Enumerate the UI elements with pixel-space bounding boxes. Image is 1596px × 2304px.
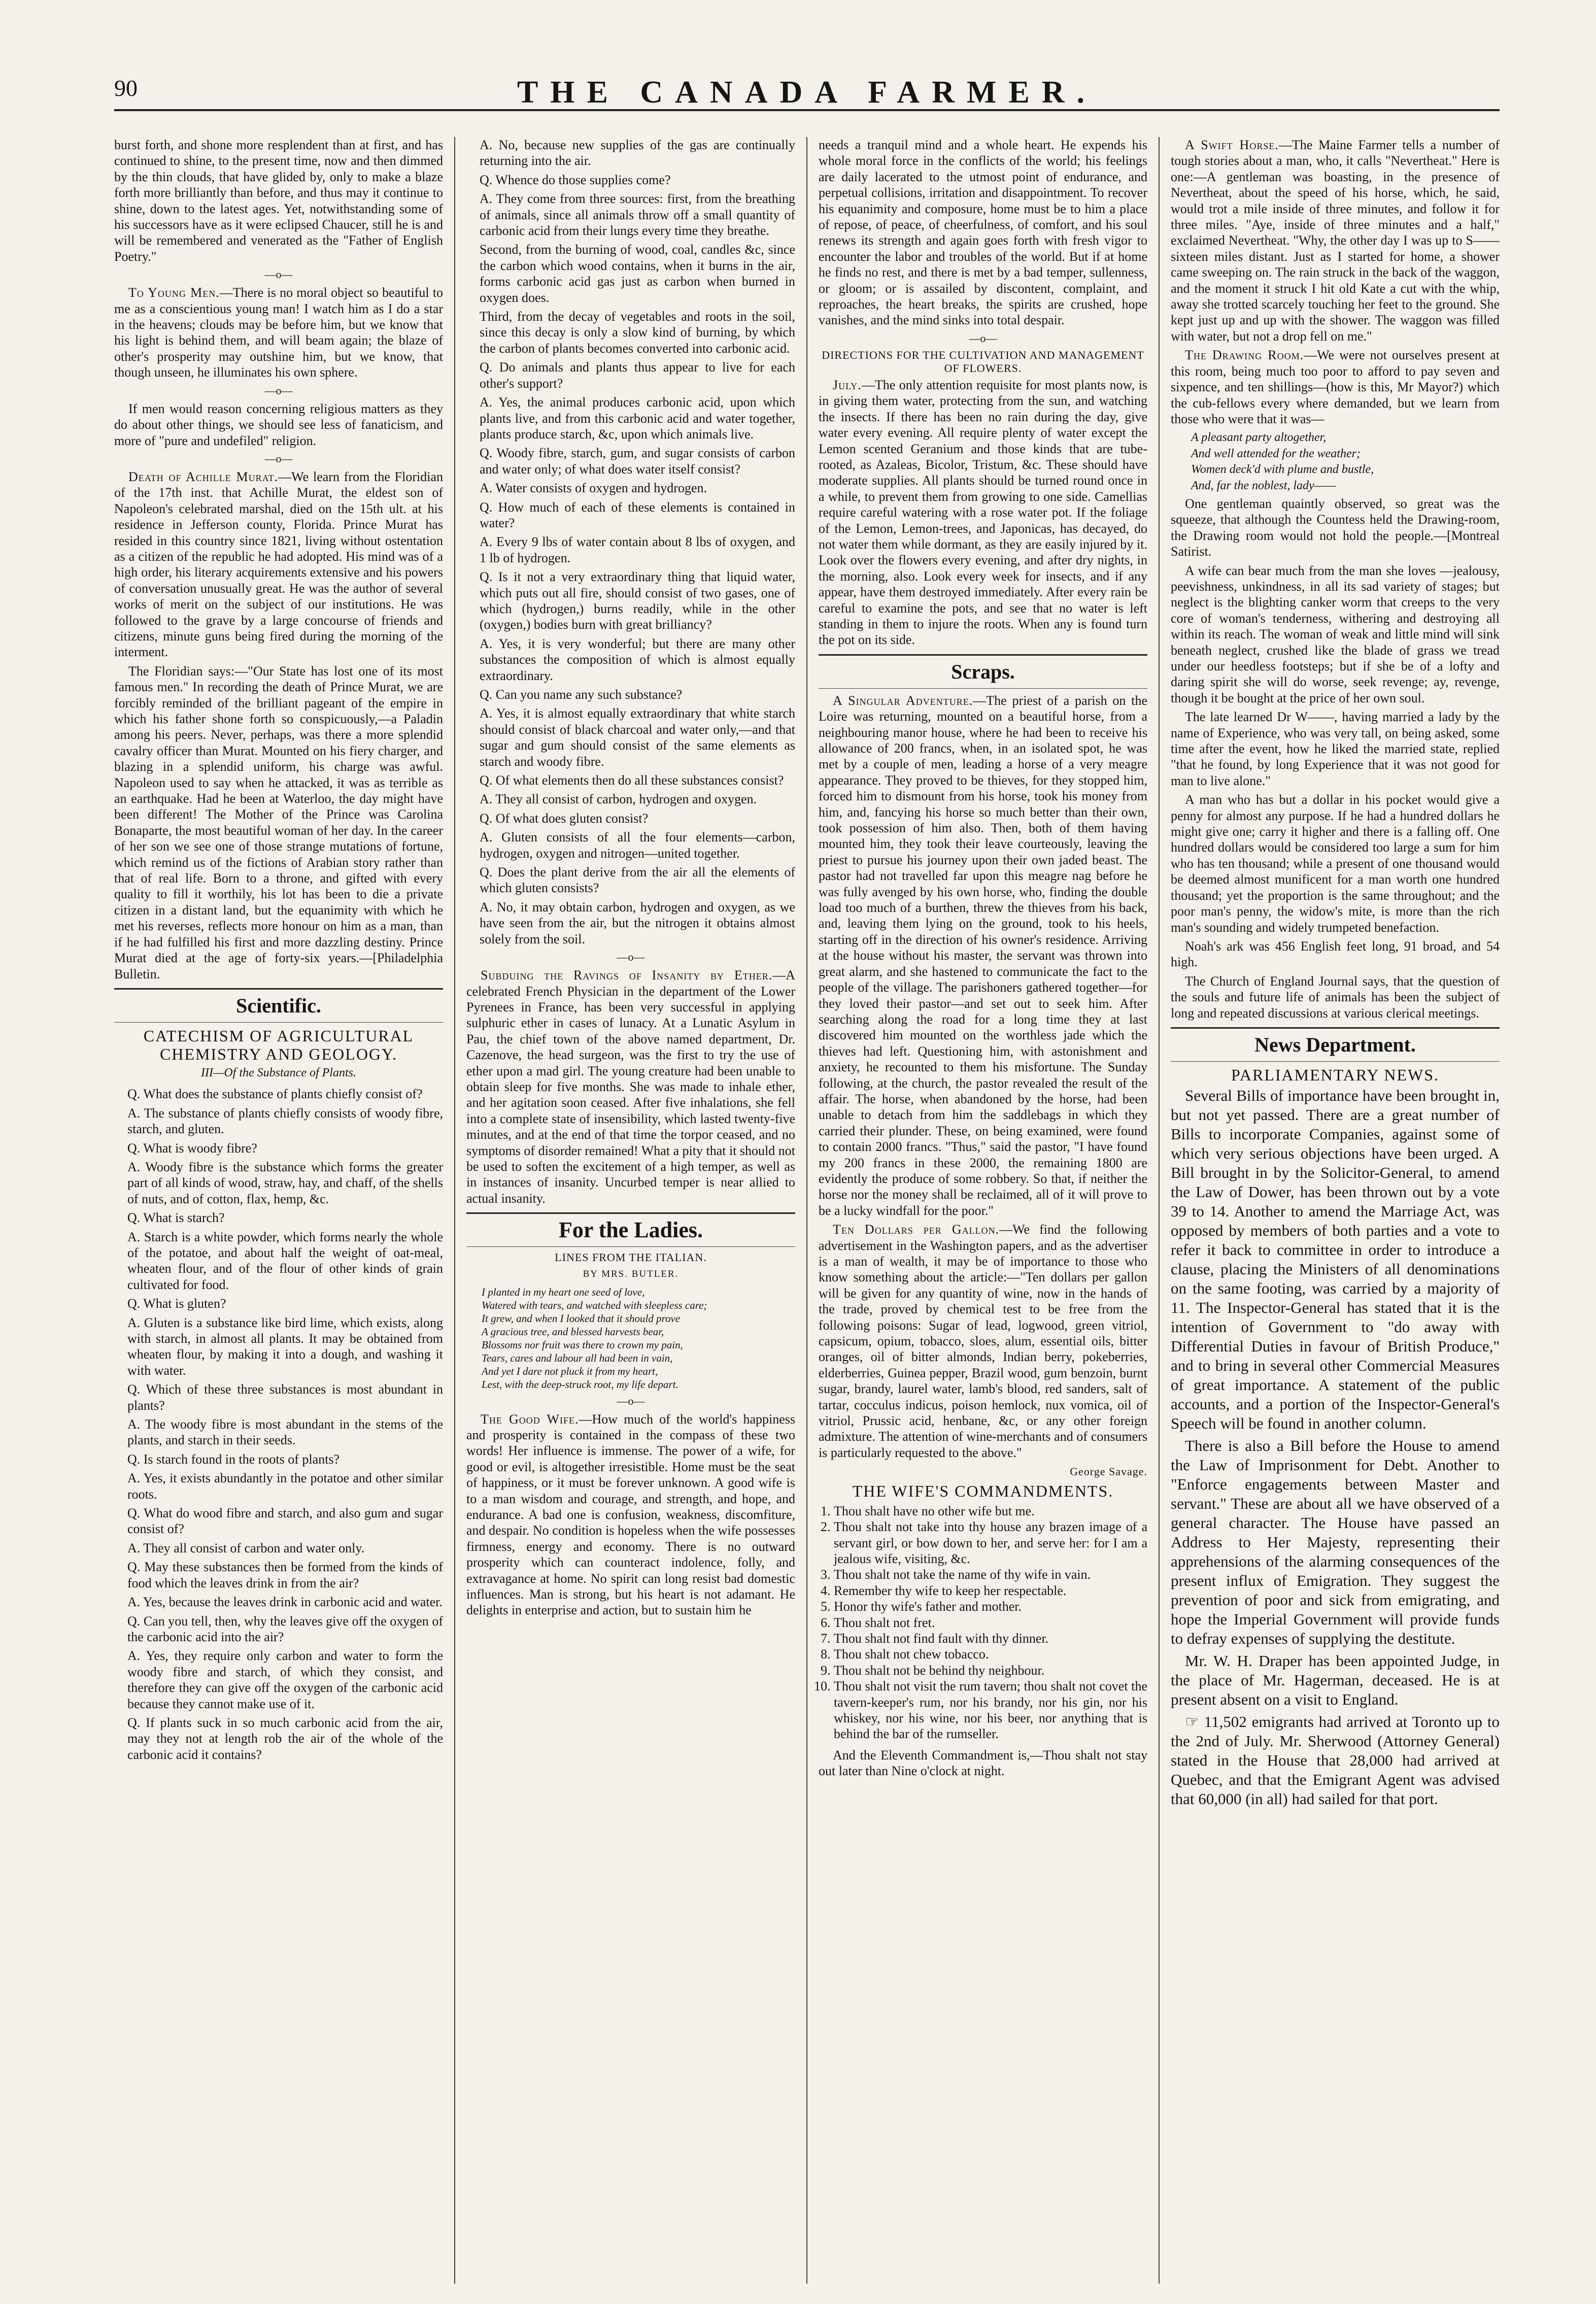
- ark-paragraph: Noah's ark was 456 English feet long, 91 broad, and 54 high.: [1171, 938, 1500, 970]
- qa-item: A. Yes, it is almost equally extraordinary that white starch should consist of black charcoal and water only,—and that sugar and gum should consist of the same elements as starch and woody fibre.: [480, 706, 795, 769]
- qa-item: Second, from the burning of wood, coal, candles &c, since the carbon which wood contains, when it burns in the air, forms carbonic acid gas just as carbon when burned in oxygen does.: [480, 242, 795, 305]
- young-men-title: To Young Men.: [128, 285, 220, 300]
- insanity-title: Subduing the Ravings of Insanity by Ether.: [481, 968, 773, 983]
- separator: —o—: [969, 331, 997, 345]
- poem-line: A gracious tree, and blessed harvests bear,: [482, 1325, 664, 1338]
- news-heading: News Department.: [1254, 1033, 1416, 1056]
- gentleman-paragraph: One gentleman quaintly observed, so great was the squeeze, that although the Countess held the Drawing-room, the Drawing room would not hold the people.—[Montreal Satirist.: [1171, 496, 1500, 559]
- commandment-item: 9. Thou shalt not be behind thy neighbour.: [834, 1663, 1147, 1678]
- young-men-article: [114, 285, 443, 380]
- commandment-item: 5. Honor thy wife's father and mother.: [834, 1599, 1147, 1614]
- section-rule: [466, 1212, 795, 1214]
- murat-article: [114, 469, 443, 660]
- qa-item: Q. What is starch?: [127, 1210, 225, 1226]
- experience-paragraph: The late learned Dr W——, having married a lady by the name of Experience, who was very tall, on being asked, some time after the event, how he liked the married state, replied "that he found, by long Experience that it was not good for man to live alone.": [1171, 709, 1500, 788]
- poem-line: Blossoms nor fruit was there to crown my pain,: [482, 1338, 683, 1351]
- poem-line: Watered with tears, and watched with sleepless care;: [482, 1299, 707, 1311]
- catechism-subtitle: III—Of the Substance of Plants.: [201, 1066, 356, 1079]
- qa-item: A. Yes, it is very wonderful; but there are many other substances the composition of which is almost equally extraordinary.: [480, 636, 795, 683]
- section-rule: [1171, 1027, 1500, 1029]
- scientific-heading: Scientific.: [236, 994, 321, 1017]
- murat-article-continued: The Floridian says:—"Our State has lost one of its most famous men." In recording the death of Prince Murat, we are forcibly reminded of the brilliant pageant of the empire in which his father shone forth so conspicuously,—a Paladin among his peers. Never, perhaps, was there a more splendid cavalry officer than Murat. Mounted on his fiery charger, and blazing in a splendid uniform, his charge was awful. Napoleon used to say when he attacked, it was as terrible as an earthquake. Had he been at Waterloo, the day might have been different! The Mother of the Prince was Carolina Bonaparte, the most beautiful woman of her day. In the career of her son we see one of those strange mutations of fortune, which remind us of the fictions of Arabian story rather than that of real life. Born to a throne, and gifted with every quality to fill it worthily, his lot has been to die a private citizen in a distant land, but the equanimity with which he met his reverses, reflects more honour on him as a man, than if he had fulfilled his first and more dazzling destiny. Prince Murat died at the age of forty-six years.—[Philadelphia Bulletin.: [114, 663, 443, 981]
- commandments-list: [819, 1503, 1147, 1742]
- poem-line: It grew, and when I looked that it should prove: [482, 1312, 681, 1325]
- adventure-article: [819, 693, 1147, 1218]
- rule: [819, 688, 1147, 689]
- poem-line: Lest, with the deep-struck root, my life depart.: [482, 1378, 678, 1391]
- flowers-title: DIRECTIONS FOR THE CULTIVATION AND MANAGEMENT OF FLOWERS.: [822, 348, 1144, 375]
- dollars-signature: George Savage.: [1070, 1465, 1147, 1478]
- insanity-article: [466, 967, 795, 1206]
- poem-author: BY MRS. BUTLER.: [583, 1269, 679, 1280]
- commandment-item: 10. Thou shalt not visit the rum tavern; thou shalt not covet the tavern-keeper's rum, nor his brandy, nor his gin, nor his whiskey, nor his wine, nor his beer, nor anything that is behind the bar of the rumseller.: [834, 1678, 1147, 1742]
- qa-item: Q. If plants suck in so much carbonic acid from the air, may they not at length rob the air of the whole of the carbonic acid it contains?: [127, 1715, 443, 1762]
- qa-item: A. Yes, it exists abundantly in the potatoe and other similar roots.: [127, 1471, 443, 1502]
- commandment-item: 7. Thou shalt not find fault with thy dinner.: [834, 1631, 1147, 1646]
- wife-love-paragraph: A wife can bear much from the man she loves —jealousy, peevishness, unkindness, in all its sad variety of stages; but neglect is the blighting canker worm that creeps to the very core of woman's tenderness, withering and destroying all within its reach. The woman of weak and little mind will sink beneath neglect, crushed like the blade of grass we tread under our heedless footsteps; but if she be of a lofty and daring spirit she will do worse, seek revenge; ay, revenge, though it be bought at the price of her own soul.: [1171, 563, 1500, 705]
- swift-horse-text: —The Maine Farmer tells a number of tough stories about a man, who, it calls "Nevertheat." Here is one:—A gentleman was boasting, in the presence of Nevertheat, about the speed of his horse, which, he said, would trot a mile inside of three minutes, and follow it for three miles. "Aye, inside of three minutes and a half," exclaimed Nevertheat. "Why, the other day I was up to S—— sixteen miles distant. Just as I started for home, a shower came sweeping on. The rain struck in the back of the waggon, and the moment it struck I hit old Kate a cut with the whip, away she trotted scarcely touching her feet to the ground. She kept just up and up with the shower. The waggon was filled with water, but not a drop fell on me.": [1171, 138, 1500, 344]
- qa-item: A. Yes, they require only carbon and water to form the woody fibre and starch, of which they consist, and therefore they can give off the oxygen of the carbonic acid because they cannot make use of it.: [127, 1648, 443, 1711]
- good-wife-title: The Good Wife.: [481, 1411, 579, 1427]
- catechism-qa-list: [114, 1086, 443, 1763]
- religion-paragraph: If men would reason concerning religious matters as they do about other things, we should see less of fanaticism, and more of "pure and undefiled" religion.: [114, 401, 443, 448]
- separator: —o—: [264, 268, 293, 281]
- qa-item: Q. What does the substance of plants chiefly consist of?: [127, 1087, 423, 1102]
- qa-item: Q. What is gluten?: [127, 1296, 226, 1311]
- qa-item: A. Yes, because the leaves drink in carbonic acid and water.: [127, 1595, 443, 1610]
- parliamentary-title: PARLIAMENTARY NEWS.: [1231, 1065, 1439, 1084]
- qa-item: A. Gluten consists of all the four elements—carbon, hydrogen, oxygen and nitrogen—united together.: [480, 830, 795, 861]
- good-wife-text: —How much of the world's happiness and prosperity is contained in the compass of these two words! Her influence is immense. The power of a wife, for good or evil, is altogether irresistible. Home must be the seat of happiness, or it must be forever unknown. A good wife is to a man wisdom and courage, and strength, and hope, and endurance. A bad one is confusion, weakness, discomfiture, and despair. No condition is hopeless when the wife possesses firmness, energy and economy. There is no outward prosperity which can counteract indolence, folly, and extravagance at home. No spirit can long resist bad domestic influences. Man is strong, but his heart is not adamant. He delights in enterprise and action, but to sustain him he: [466, 1411, 795, 1618]
- poem-title: LINES FROM THE ITALIAN.: [555, 1251, 707, 1264]
- drawing-room-article: [1171, 347, 1500, 427]
- qa-item: Q. Can you name any such substance?: [480, 687, 683, 702]
- dollars-article: [819, 1222, 1147, 1461]
- commandments-title: THE WIFE'S COMMANDMENTS.: [852, 1481, 1114, 1500]
- commandment-item: 3. Thou shalt not take the name of thy wife in vain.: [834, 1567, 1147, 1582]
- commandment-item: 8. Thou shalt not chew tobacco.: [834, 1646, 1147, 1662]
- eleventh-commandment: And the Eleventh Commandment is,—Thou shalt not stay out later than Nine o'clock at night.: [819, 1747, 1147, 1779]
- insanity-text: —A celebrated French Physician in the department of the Lower Pyrenees in France, has been very successful in applying sulphuric ether in cases of lunacy. At a Lunatic Asylum in Pau, the chief town of the above named department, Dr. Cazenove, the head surgeon, was the first to try the use of ether upon a mad girl. The young creature had been unable to obtain sleep for five months. She was made to inhale ether, and her agitation soon ceased. After five inhalations, she fell into a complete state of insensibility, which lasted twenty-five minutes, and at the end of that time the torpor ceased, and no symptoms of disorder remained! What a pity that it should not be used to soften the excitement of a high temper, as well as in instances of insanity. Uncurbed temper is near allied to actual insanity.: [466, 968, 795, 1206]
- qa-item: A. Water consists of oxygen and hydrogen.: [480, 481, 707, 496]
- separator: —o—: [617, 1394, 645, 1407]
- page-number: 90: [114, 75, 138, 101]
- poem-line: And yet I dare not pluck it from my heart,: [482, 1365, 658, 1377]
- good-wife-article: [466, 1411, 795, 1618]
- qa-item: Q. Of what elements then do all these substances consist?: [480, 773, 784, 788]
- column-2: [454, 137, 806, 2284]
- drawing-room-title: The Drawing Room.: [1185, 348, 1304, 363]
- column-1: [114, 137, 454, 2284]
- catechism-title: CATECHISM OF AGRICULTURAL CHEMISTRY AND GEOLOGY.: [143, 1026, 414, 1063]
- emigrants-paragraph: ☞ 11,502 emigrants had arrived at Toronto up to the 2nd of July. Mr. Sherwood (Attorney General) stated in the House that 28,000 had arrived at Quebec, and that the Emigrant Agent was advised that 60,000 (in all) had sailed for that port.: [1171, 1712, 1500, 1808]
- parliamentary-text: Several Bills of importance have been brought in, but not yet passed. There are a great number of Bills to incorporate Companies, against some of which very serious objections have been urged. A Bill brought in by the Solicitor-General, to amend the Law of Dower, has been thrown out by a vote 39 to 14. Another to amend the Marriage Act, was opposed by members of both parties and a vote to refer it back to committee in order to introduce a clause, placing the Ministers of all denominations on the same footing, was carried by a majority of 11. The Inspector-General has stated that it is the intention of Government to "do away with Differential Duties in favour of British Produce," and to bring in several other Commercial Measures of great importance. A statement of the public accounts, and a portion of the Inspector-General's Speech will be found in another column.: [1171, 1086, 1500, 1432]
- parliamentary-text-2: There is also a Bill before the House to amend the Law of Imprisonment for Debt. Another to "Enforce engagements between Master and servant." These are about all we have observed of a general character. The House have passed an Address to Her Majesty, representing their apprehensions of the alarming consequences of the present influx of Emigration. They suggest the prevention of poor and sick from emigrating, and hope the Imperial Government will provide funds to defray expenses of supplying the destitute.: [1171, 1436, 1500, 1647]
- scraps-heading: Scraps.: [951, 660, 1015, 683]
- qa-item: A. Starch is a white powder, which forms nearly the whole of the potatoe, and about half the weight of oat-meal, wheaten flour, and of the flour of other kinds of grain cultivated for food.: [127, 1229, 443, 1292]
- poem-line: Tears, cares and labour all had been in vain,: [482, 1351, 673, 1364]
- murat-text: —We learn from the Floridian of the 17th inst. that Achille Murat, the eldest son of Napoleon's celebrated marshal, died on the 15th ult. at his residence in Jefferson county, Florida. Prince Murat has resided in this country since 1821, living without ostentation as a citizen of the republic he had adopted. His mind was of a high order, his literary acquirements extensive and his powers of conversation unusually great. He was the author of several works of merit on the subject of our institutions. He was followed to the grave by a large concourse of friends and citizens, minute guns being fired during the morning of the interment.: [114, 469, 444, 660]
- drawing-room-text: —We were not ourselves present at this room, being much too poor to afford to pay seven and sixpence, and ten shillings—(how is this, Mr Mayor?) which the cub-fellows every where demanded, but we learn from those who were that it was—: [1171, 348, 1500, 426]
- qa-item: Q. May these substances then be formed from the kinds of food which the leaves drink in from the air?: [127, 1560, 443, 1590]
- section-rule: [819, 654, 1147, 656]
- qa-item: Q. Woody fibre, starch, gum, and sugar consists of carbon and water only; of what does water itself consist?: [480, 446, 795, 477]
- dollars-title: Ten Dollars per Gallon.: [833, 1222, 1000, 1237]
- separator: —o—: [264, 384, 293, 397]
- qa-item: Third, from the decay of vegetables and roots in the soil, since this decay is only a slow kind of burning, by which the carbon of plants becomes converted into carbonic acid.: [480, 309, 795, 356]
- qa-item: Q. Do animals and plants thus appear to live for each other's support?: [480, 360, 795, 391]
- verse-line: And, far the noblest, lady——: [1191, 479, 1336, 492]
- column-4: [1159, 137, 1500, 2284]
- verse-line: Women deck'd with plume and bustle,: [1191, 463, 1374, 477]
- commandment-item: 6. Thou shalt not fret.: [834, 1615, 1147, 1631]
- qa-item: Q. Is starch found in the roots of plants?: [127, 1451, 340, 1467]
- poem-line: I planted in my heart one seed of love,: [482, 1285, 645, 1298]
- masthead: [114, 0, 1500, 111]
- qa-item: A. No, because new supplies of the gas are continually returning into the air.: [480, 138, 795, 168]
- qa-item: Q. Which of these three substances is most abundant in plants?: [127, 1382, 443, 1413]
- church-paragraph: The Church of England Journal says, that the question of the souls and future life of animals has been the subject of long and repeated discussions at various clerical meetings.: [1171, 973, 1500, 1021]
- dollar-paragraph: A man who has but a dollar in his pocket would give a penny for almost any purpose. If he had a hundred dollars he might give one; carry it higher and there is a falling off. One hundred dollars would be considered too large a sum for him who has ten thousand; while a present of one thousand would be deemed almost munificent for a man worth one hundred thousand; yet the proportion is the same throughout; and the poor man's penny, the widow's mite, is more than the rich man's sounding and widely trumpeted benefaction.: [1171, 792, 1500, 935]
- qa-item: A. The substance of plants chiefly consists of woody fibre, starch, and gluten.: [127, 1105, 443, 1137]
- rule: [466, 1246, 795, 1247]
- qa-item: A. No, it may obtain carbon, hydrogen and oxygen, as we have seen from the air, but the nitrogen it obtains almost solely from the soil.: [480, 899, 795, 946]
- rule: [1171, 1061, 1500, 1062]
- flowers-text: —The only attention requisite for most plants now, is in giving them water, protecting from the sun, and watching the insects. If there has been no rain during the day, give water every evening. All require plenty of water except the Lemon scented Geranium and those kinds that are tube-rooted, as Azaleas, Bicolor, Tristum, &c. These should have moderate supplies. All plants should be turned round once in a while, to prevent them from growing to one side. Camellias require careful watering with a rose water pot. If the foliage of the Lemon, Lemon-trees, and Japonicas, has decayed, do not water them while dormant, as they are easily injured by it. Look over the flowers every evening, and after dry nights, in the morning, also. Look every week for insects, and if any appear, have them destroyed immediately. After every rain be careful to examine the pots, and see that no water is left standing in them to injure the roots. When any is found turn the pot on its side.: [819, 377, 1147, 648]
- dollars-text: —We find the following advertisement in the Washington papers, and as the advertiser is a man of wealth, it may be of importance to those who know something about the article:—"Ten dollars per gallon will be given for any quantity of wine, now in the hands of the trade, proved by chemical test to be free from the following poisons: Sugar of lead, logwood, green vitriol, capsicum, opium, tobacco, sloes, alum, essential oils, bitter oranges, oil of bitter almonds, Indian berry, pokeberries, elderberries, Guinea pepper, Brazil wood, gum benzoin, burnt sugar, brandy, laurel water, lamb's blood, red sanders, salt of tartar, cocculus indicus, poison hemlock, nux vomica, oil of vitriol, Prussic acid, henbane, &c, or any other foreign admixture. The attention of wine-merchants and of consumers is particularly requested to the above.": [819, 1222, 1147, 1460]
- section-rule: [114, 988, 443, 990]
- qa-item: Q. What is woody fibre?: [127, 1140, 257, 1156]
- drawing-room-verse: [1171, 430, 1500, 494]
- qa-item: Q. Does the plant derive from the air all the elements of which gluten consists?: [480, 865, 795, 896]
- draper-paragraph: Mr. W. H. Draper has been appointed Judge, in the place of Mr. Hagerman, deceased. He is at present absent on a visit to England.: [1171, 1651, 1500, 1708]
- qa-item: A. They come from three sources: first, from the breathing of animals, since all animals throw off a small quantity of carbonic acid from their lungs every time they breathe.: [480, 191, 795, 239]
- good-wife-continued: needs a tranquil mind and a whole heart. He expends his whole moral force in the conflicts of the world; his feelings are daily lacerated to the utmost point of endurance, and perpetual collisions, irritation and disappointment. To recover his equanimity and composure, home must be to him a place of repose, of peace, of cheerfulness, of comfort, and his soul renews its strength and again goes forth with fresh vigor to encounter the labor and troubles of the world. But if at home he finds no rest, and there is met by a bad temper, sullenness, or gloom; or is assailed by discontent, complaint, and reproaches, the heart breaks, the spirits are crushed, hope vanishes, and the mind sinks into total despair.: [819, 138, 1147, 328]
- adventure-text: —The priest of a parish on the Loire was returning, mounted on a beautiful horse, from a neighbouring manor house, where he had been to receive his allowance of 200 francs, when, in an isolated spot, he was met by a couple of men, leading a horse of a very meagre appearance. They proved to be thieves, for they stopped him, forced him to dismount from his horse, took his money from him, and, fancying his horse so much better than their own, took possession of him also. Then, both of them having mounted him, they took their leave courteously, leaving the priest to pursue his journey upon their own jaded beast. The pastor had not travelled far upon this meagre nag before he was fully avenged by his own horse, who, finding the double load too much of a burthen, threw the thieves from his back, and, leaving them lying on the ground, took to his heels, starting off in the direction of his owner's residence. Arriving at the house without his master, the servant was thrown into great alarm, and she hastened to communicate the fact to the people of the village. The parishoners gathered together—for they loved their pastor—and set out to seek him. After searching along the road for a long time they at last discovered him mounted on the worthless jade which the thieves had left. Questioning him, with astonishment and anxiety, he recounted to them his misfortune. The Sunday following, at the church, the pastor revealed the result of the affair. The horse, when abandoned by the horse, had been unable to detach from him the saddlebags in which they carried their plunder. These, on being examined, were found to contain 2000 francs. "Thus," said the pastor, "I have found my 200 francs in these 2000, the remaining 1800 are evidently the produce of some robbery. So that, if neither the horse nor the money shall be reclaimed, all of it will prove to be a lucky windfall for the poor.": [819, 693, 1147, 1218]
- commandment-item: 4. Remember thy wife to keep her respectable.: [834, 1583, 1147, 1599]
- separator: —o—: [264, 452, 293, 465]
- catechism-qa-list-continued: [466, 137, 795, 947]
- column-3: [806, 137, 1159, 2284]
- young-men-text: —There is no moral object so beautiful to me as a conscientious young man! I watch him as I do a star in the heavens; clouds may be before him, but we know that his light is behind them, and will beam again; the blaze of other's prosperity may outshine him, but we know, that though unseen, he illuminates his own sphere.: [114, 285, 443, 380]
- qa-item: Q. What do wood fibre and starch, and also gum and sugar consist of?: [127, 1506, 443, 1537]
- qa-item: A. They all consist of carbon, hydrogen and oxygen.: [480, 792, 757, 807]
- qa-item: Q. Whence do those supplies come?: [480, 172, 671, 187]
- qa-item: Q. Can you tell, then, why the leaves give off the oxygen of the carbonic acid into the air?: [127, 1613, 443, 1644]
- qa-item: Q. Is it not a very extraordinary thing that liquid water, which puts out all fire, should consist of two gases, one of which (hydrogen,) burns readily, while in the other (oxygen,) bodies burn with great brilliancy?: [480, 569, 795, 632]
- commandment-item: 1. Thou shalt have no other wife but me.: [834, 1503, 1147, 1519]
- qa-item: A. Every 9 lbs of water contain about 8 lbs of oxygen, and 1 lb of hydrogen.: [480, 534, 795, 565]
- adventure-title: A Singular Adventure.: [833, 693, 973, 708]
- newspaper-title: THE CANADA FARMER.: [517, 75, 1097, 110]
- swift-horse-title: A Swift Horse.: [1185, 138, 1279, 152]
- verse-line: A pleasant party altogether,: [1191, 431, 1327, 445]
- ladies-heading: For the Ladies.: [559, 1217, 703, 1243]
- murat-title: Death of Achille Murat.: [128, 469, 279, 484]
- swift-horse-article: [1171, 137, 1500, 344]
- flowers-article: [819, 377, 1147, 648]
- qa-item: Q. Of what does gluten consist?: [480, 810, 649, 826]
- commandment-item: 2. Thou shalt not take into thy house any brazen image of a servant girl, or bow down to her, and serve her: for I am a jealous wife, visiting, &c.: [834, 1519, 1147, 1567]
- poem: [466, 1285, 795, 1391]
- qa-item: Q. How much of each of these elements is contained in water?: [480, 499, 795, 530]
- chaucer-paragraph: burst forth, and shone more resplendent than at first, and has continued to shine, to the present time, now and then dimmed by the thin clouds, that have glided by, only to make a blaze forth more brilliantly than before, and thus may it continue to shine, down to the latest ages. Yet, notwithstanding some of his successors have as it were eclipsed Chaucer, still he is and will be remembered and venerated as the "Father of English Poetry.": [114, 138, 443, 264]
- qa-item: A. They all consist of carbon and water only.: [127, 1540, 365, 1555]
- flowers-lead: July.: [833, 377, 862, 392]
- qa-item: A. Woody fibre is the substance which forms the greater part of all kinds of wood, straw, hay, and chaff, of the shells of nuts, and of cotton, flax, hemp, &c.: [127, 1159, 443, 1206]
- qa-item: A. Yes, the animal produces carbonic acid, upon which plants live, and from this carbonic acid and water together, plants produce starch, &c, upon which animals live.: [480, 395, 795, 442]
- qa-item: A. The woody fibre is most abundant in the stems of the plants, and starch in their seeds.: [127, 1417, 443, 1448]
- verse-line: And well attended for the weather;: [1191, 447, 1361, 460]
- separator: —o—: [617, 951, 645, 964]
- qa-item: A. Gluten is a substance like bird lime, which exists, along with starch, in almost all plants. It may be obtained from wheaten flour, by making it into a dough, and washing it with water.: [127, 1315, 443, 1378]
- columns: [114, 137, 1500, 2284]
- rule: [114, 1022, 443, 1023]
